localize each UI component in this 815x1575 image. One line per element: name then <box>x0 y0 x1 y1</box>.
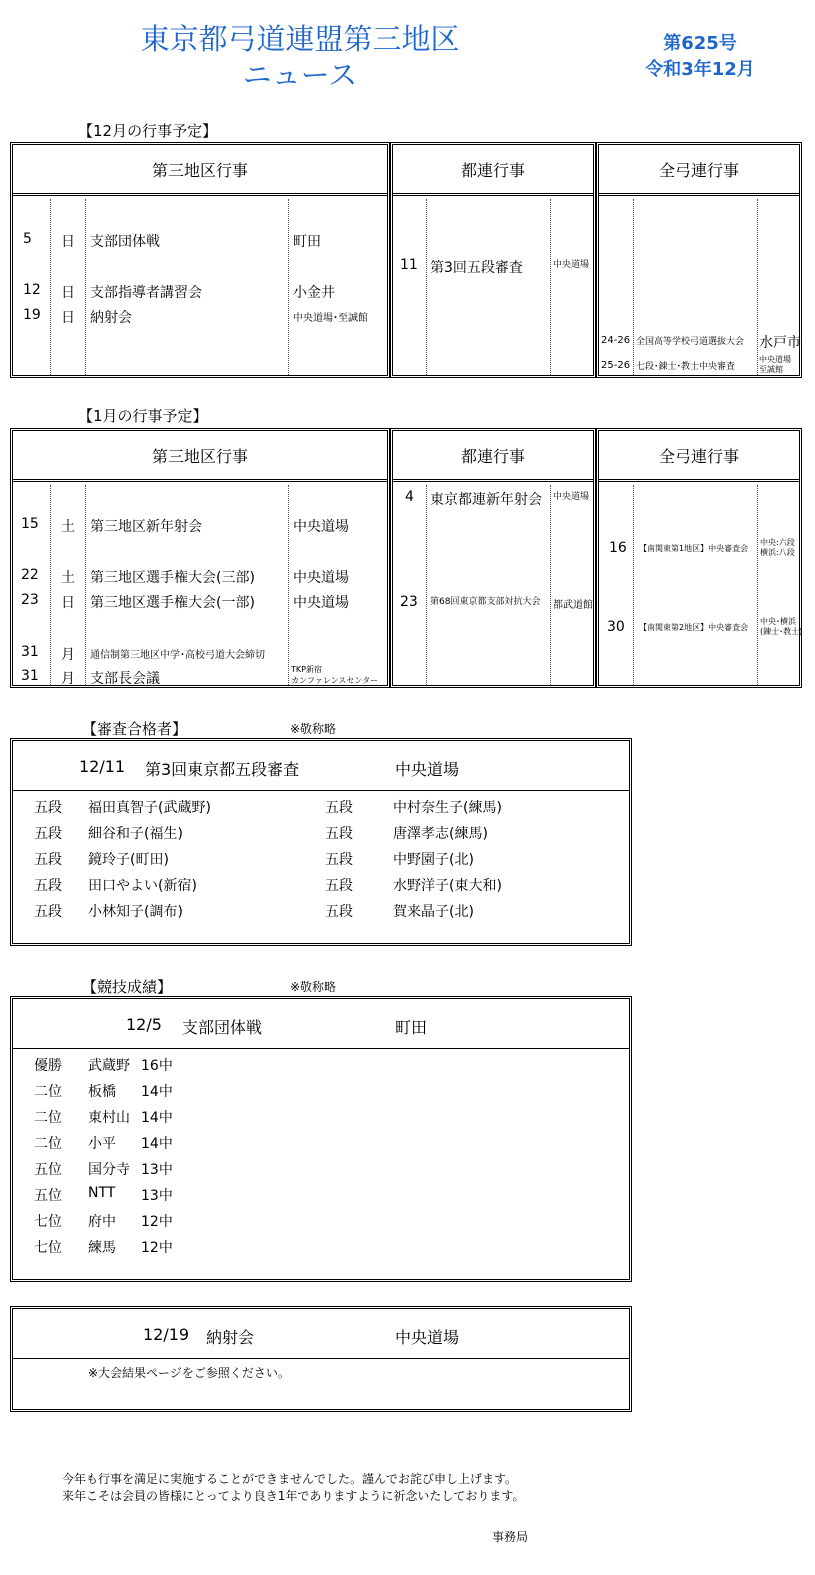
exam-p3-rank: 五段 <box>34 826 62 842</box>
jan-n2-event: 【南関東第2地区】中央審査会 <box>639 623 749 632</box>
results-table <box>10 996 632 1282</box>
issue-number: 第625号 <box>663 33 737 54</box>
dec-n1-place: 水戸市 <box>759 335 801 351</box>
exam-header <box>13 741 629 791</box>
exam-p6-name: 中野園子(北) <box>393 852 474 868</box>
jan-d1-place: 中央道場 <box>293 519 349 535</box>
dec-d2-weekday: 日 <box>61 285 75 301</box>
nousha-body <box>13 1359 629 1409</box>
results-r3-pos: 二位 <box>34 1110 62 1126</box>
jan-d5-day: 31 <box>21 668 39 684</box>
results-r4-team: 小平 <box>88 1136 116 1152</box>
jan-n2-day: 30 <box>607 619 625 635</box>
exam-p3-name: 細谷和子(福生) <box>88 826 183 842</box>
jan-d2-day: 22 <box>21 567 39 583</box>
results-r4-pos: 二位 <box>34 1136 62 1152</box>
exam-p7-name: 田口やよい(新宿) <box>88 878 197 894</box>
jan-d1-event: 第三地区新年射会 <box>90 519 202 535</box>
jan-tokyo-table <box>390 428 596 688</box>
results-r8-score: 12中 <box>141 1240 173 1256</box>
dec-tokyo-header: 都連行事 <box>393 145 593 196</box>
results-body <box>13 1049 629 1279</box>
nousha-header <box>13 1309 629 1359</box>
exam-title: 第3回東京都五段審査 <box>145 760 300 779</box>
jan-n2-place-2: (錬士･教士) <box>760 627 803 636</box>
exam-p10-rank: 五段 <box>325 904 353 920</box>
exam-honorific-note: ※敬称略 <box>290 722 337 736</box>
dec-d2-place: 小金井 <box>293 285 335 301</box>
results-r6-score: 13中 <box>141 1188 173 1204</box>
jan-section-title: 【1月の行事予定】 <box>78 407 208 425</box>
nousha-note: ※大会結果ページをご参照ください。 <box>88 1366 290 1380</box>
exam-p2-name: 中村奈生子(練馬) <box>393 800 502 816</box>
exam-p2-rank: 五段 <box>325 800 353 816</box>
jan-national-table <box>596 428 802 688</box>
jan-d5-weekday: 月 <box>61 671 75 687</box>
dec-national-table <box>596 142 802 378</box>
exam-p7-rank: 五段 <box>34 878 62 894</box>
jan-d3-weekday: 日 <box>61 595 75 611</box>
jan-national-header: 全弓連行事 <box>599 431 799 482</box>
results-r6-pos: 五位 <box>34 1188 62 1204</box>
jan-n1-place-2: 横浜:八段 <box>760 548 795 557</box>
dec-d3-event: 納射会 <box>90 310 132 326</box>
jan-d5-event: 支部長会議 <box>90 671 160 687</box>
jan-district-body <box>13 485 387 685</box>
results-r2-pos: 二位 <box>34 1084 62 1100</box>
jan-district-table <box>10 428 390 688</box>
results-r5-team: 国分寺 <box>88 1162 130 1178</box>
exam-date: 12/11 <box>79 757 126 776</box>
results-r1-team: 武蔵野 <box>88 1058 130 1074</box>
results-r7-score: 12中 <box>141 1214 173 1230</box>
dec-d1-weekday: 日 <box>61 234 75 250</box>
results-r3-score: 14中 <box>141 1110 173 1126</box>
dec-d1-event: 支部団体戦 <box>90 234 160 250</box>
results-header <box>13 999 629 1049</box>
results-r7-pos: 七位 <box>34 1214 62 1230</box>
exam-p9-name: 小林知子(調布) <box>88 904 183 920</box>
jan-d2-place: 中央道場 <box>293 570 349 586</box>
results-date: 12/5 <box>126 1015 162 1034</box>
dec-tokyo-table <box>390 142 596 378</box>
dec-n2-event: 七段･錬士･教士中央審査 <box>636 362 736 372</box>
exam-p1-name: 福田真智子(武蔵野) <box>88 800 211 816</box>
dec-d3-day: 19 <box>23 307 41 323</box>
jan-district-header: 第三地区行事 <box>13 431 387 482</box>
footer-line-1: 今年も行事を満足に実施することができませんでした。謹んでお詫び申し上げます。 <box>62 1472 518 1486</box>
dec-d2-event: 支部指導者講習会 <box>90 285 202 301</box>
jan-d5-place-1: TKP新宿 <box>291 665 322 674</box>
exam-body <box>13 791 629 943</box>
jan-n1-event: 【南関東第1地区】中央審査会 <box>639 544 749 553</box>
dec-t1-day: 11 <box>400 257 418 273</box>
jan-d1-weekday: 土 <box>61 519 75 535</box>
dec-t1-place: 中央道場 <box>553 260 590 270</box>
jan-tokyo-header: 都連行事 <box>393 431 593 482</box>
results-r5-pos: 五位 <box>34 1162 62 1178</box>
results-r2-score: 14中 <box>141 1084 173 1100</box>
dec-n2-place-1: 中央道場 <box>759 355 791 364</box>
dec-t1-event: 第3回五段審査 <box>430 260 523 276</box>
dec-district-body <box>13 199 387 375</box>
results-honorific-note: ※敬称略 <box>290 980 337 994</box>
title-line-1: 東京都弓道連盟第三地区 <box>140 22 460 56</box>
issue-date: 令和3年12月 <box>645 59 755 80</box>
jan-d3-day: 23 <box>21 592 39 608</box>
results-r5-score: 13中 <box>141 1162 173 1178</box>
results-section-title: 【競技成績】 <box>82 978 173 996</box>
results-r2-team: 板橋 <box>88 1084 116 1100</box>
jan-d5-place-2: カンファレンスセンター <box>291 676 379 685</box>
dec-d1-day: 5 <box>23 231 32 247</box>
jan-d3-place: 中央道場 <box>293 595 349 611</box>
jan-t2-place: 都武道館 <box>553 600 593 611</box>
exam-p1-rank: 五段 <box>34 800 62 816</box>
dec-district-header: 第三地区行事 <box>13 145 387 196</box>
jan-t2-day: 23 <box>400 594 418 610</box>
jan-n2-place-1: 中央･横浜 <box>760 617 796 626</box>
results-title: 支部団体戦 <box>182 1018 263 1037</box>
results-r7-team: 府中 <box>88 1214 116 1230</box>
dec-d3-weekday: 日 <box>61 310 75 326</box>
nousha-table <box>10 1306 632 1412</box>
exam-p9-rank: 五段 <box>34 904 62 920</box>
exam-table <box>10 738 632 946</box>
dec-d2-day: 12 <box>23 282 41 298</box>
dec-section-title: 【12月の行事予定】 <box>78 122 218 140</box>
dec-n1-day: 24-26 <box>601 335 631 346</box>
jan-t1-day: 4 <box>405 489 414 505</box>
results-place: 町田 <box>395 1018 428 1037</box>
dec-national-header: 全弓連行事 <box>599 145 799 196</box>
dec-district-table <box>10 142 390 378</box>
jan-t1-place: 中央道場 <box>553 492 590 502</box>
results-r4-score: 14中 <box>141 1136 173 1152</box>
jan-n1-place-1: 中央:六段 <box>760 538 795 547</box>
jan-t2-event: 第68回東京都支部対抗大会 <box>430 597 541 607</box>
results-r8-pos: 七位 <box>34 1240 62 1256</box>
results-r8-team: 練馬 <box>88 1240 116 1256</box>
jan-tokyo-body <box>393 485 593 685</box>
jan-d1-day: 15 <box>21 516 39 532</box>
jan-t1-event: 東京都連新年射会 <box>430 492 542 508</box>
dec-national-body <box>599 199 799 375</box>
exam-p5-rank: 五段 <box>34 852 62 868</box>
jan-national-body <box>599 485 803 685</box>
nousha-place: 中央道場 <box>395 1328 460 1347</box>
nousha-title: 納射会 <box>206 1328 255 1347</box>
dec-tokyo-body <box>393 199 593 375</box>
jan-d2-weekday: 土 <box>61 570 75 586</box>
dec-n2-place-2: 至誠館 <box>759 365 783 374</box>
nousha-date: 12/19 <box>143 1325 190 1344</box>
jan-d4-day: 31 <box>21 644 39 660</box>
results-r6-team: NTT <box>88 1185 116 1201</box>
jan-d2-event: 第三地区選手権大会(三部) <box>90 570 255 586</box>
jan-n1-day: 16 <box>609 540 627 556</box>
exam-place: 中央道場 <box>395 760 460 779</box>
jan-d4-weekday: 月 <box>61 647 75 663</box>
exam-p8-rank: 五段 <box>325 878 353 894</box>
results-r1-score: 16中 <box>141 1058 173 1074</box>
footer-office: 事務局 <box>492 1530 529 1544</box>
exam-p10-name: 賀来晶子(北) <box>393 904 474 920</box>
jan-d4-event: 通信制第三地区中学･高校弓道大会締切 <box>90 650 265 661</box>
footer-line-2: 来年こそは会員の皆様にとってより良き1年でありますように祈念いたしております。 <box>62 1489 525 1503</box>
exam-p5-name: 鏡玲子(町田) <box>88 852 169 868</box>
exam-p4-rank: 五段 <box>325 826 353 842</box>
dec-n1-event: 全国高等学校弓道選抜大会 <box>636 337 745 347</box>
exam-p6-rank: 五段 <box>325 852 353 868</box>
title-line-2: ニュース <box>242 58 358 92</box>
dec-d1-place: 町田 <box>293 234 321 250</box>
dec-n2-day: 25-26 <box>601 360 631 371</box>
dec-d3-place: 中央道場･至誠館 <box>293 313 368 324</box>
exam-p4-name: 唐澤孝志(練馬) <box>393 826 488 842</box>
results-r1-pos: 優勝 <box>34 1058 62 1074</box>
exam-section-title: 【審査合格者】 <box>82 720 188 738</box>
results-r3-team: 東村山 <box>88 1110 130 1126</box>
exam-p8-name: 水野洋子(東大和) <box>393 878 502 894</box>
jan-d3-event: 第三地区選手権大会(一部) <box>90 595 255 611</box>
